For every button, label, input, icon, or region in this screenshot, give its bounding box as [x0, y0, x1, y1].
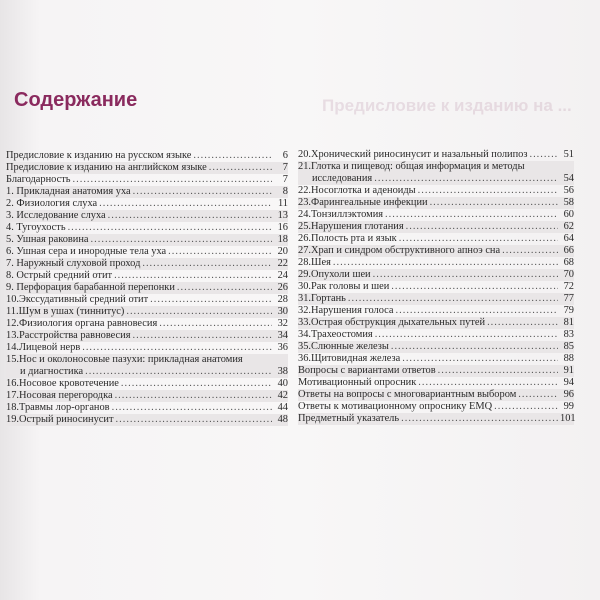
toc-entry — [6, 402, 288, 414]
toc-entry-title: 9. Перфорация барабанной перепонки — [6, 282, 175, 293]
toc-entry-title: Благодарность — [6, 174, 71, 185]
toc-entry-title: Мотивационный опросник — [298, 377, 417, 388]
toc-entry — [298, 281, 574, 293]
toc-entry — [6, 354, 288, 378]
dot-leader — [396, 305, 558, 317]
toc-page-number: 13 — [277, 210, 288, 221]
toc-entry — [298, 197, 574, 209]
dot-leader — [333, 257, 558, 269]
toc-entry-title: 12.Физиология органа равновесия — [6, 318, 158, 329]
toc-page-number: 66 — [563, 245, 574, 256]
toc-entry — [6, 186, 288, 198]
toc-entry — [298, 377, 574, 389]
toc-entry-title: 19.Острый риносинусит — [6, 414, 114, 425]
toc-entry — [298, 257, 574, 269]
dot-leader — [385, 209, 558, 221]
toc-entry — [6, 150, 288, 162]
toc-entry-title: Предисловие к изданию на русском языке — [6, 150, 192, 161]
dot-leader — [438, 365, 558, 377]
toc-entry-title: 8. Острый средний отит — [6, 270, 113, 281]
toc-entry — [6, 318, 288, 330]
dot-leader — [487, 317, 558, 329]
toc-page-number: 8 — [282, 186, 288, 197]
toc-entry — [6, 246, 288, 258]
toc-page-number: 58 — [563, 197, 574, 208]
toc-page-number: 70 — [563, 269, 574, 280]
toc-page-number: 99 — [563, 401, 574, 412]
dot-leader — [518, 389, 558, 401]
page-title: Содержание — [14, 89, 138, 111]
dot-leader — [193, 150, 272, 162]
toc-entry — [298, 149, 574, 161]
toc-page-number: 101 — [560, 413, 576, 424]
toc-page-number: 30 — [277, 306, 288, 317]
toc-entry-title: 2. Физиология слуха — [6, 198, 98, 209]
toc-entry-title: 1. Прикладная анатомия уха — [6, 186, 131, 197]
dot-leader — [430, 197, 558, 209]
toc-entry — [298, 329, 574, 341]
toc-entry-title: 35.Слюнные железы — [298, 341, 389, 352]
toc-entry-title: 29.Опухоли шеи — [298, 269, 371, 280]
toc-page-number: 40 — [277, 378, 288, 389]
toc-page-number: 38 — [277, 366, 288, 377]
bleed-through-heading: Предисловие к изданию на ... — [322, 96, 572, 115]
toc-entry — [6, 282, 288, 294]
toc-entry-title: Предисловие к изданию на английском языке — [6, 162, 207, 173]
dot-leader — [115, 390, 272, 402]
toc-entry-title: Предметный указатель — [298, 413, 400, 424]
toc-entry — [298, 341, 574, 353]
toc-entry — [298, 317, 574, 329]
dot-leader — [406, 221, 558, 233]
dot-leader — [150, 294, 272, 306]
toc-entry — [6, 258, 288, 270]
toc-entry-title: 22.Носоглотка и аденоиды — [298, 185, 416, 196]
dot-leader — [108, 210, 272, 222]
dot-leader — [529, 149, 558, 161]
toc-page-number: 26 — [277, 282, 288, 293]
dot-leader — [142, 258, 272, 270]
dot-leader — [159, 318, 272, 330]
toc-page-number: 81 — [563, 317, 574, 328]
toc-page-number: 34 — [277, 330, 288, 341]
dot-leader — [399, 233, 558, 245]
dot-leader — [375, 329, 558, 341]
toc-entry — [298, 185, 574, 197]
dot-leader — [73, 174, 272, 186]
toc-page-number: 28 — [277, 294, 288, 305]
toc-entry-title: 20.Хронический риносинусит и назальный полипоз — [298, 149, 528, 160]
toc-entry-title: Вопросы с вариантами ответов — [298, 365, 436, 376]
dot-leader — [502, 245, 558, 257]
toc-entry — [6, 234, 288, 246]
toc-page-number: 79 — [563, 305, 574, 316]
toc-entry — [6, 414, 288, 426]
toc-entry — [298, 389, 574, 401]
toc-page-number: 88 — [563, 353, 574, 364]
dot-leader — [401, 413, 558, 425]
toc-entry — [6, 270, 288, 282]
toc-page-number: 11 — [277, 198, 288, 209]
toc-entry — [298, 161, 574, 185]
toc-entry — [6, 174, 288, 186]
toc-entry-title: 11.Шум в ушах (тиннитус) — [6, 306, 125, 317]
toc-entry-title-continuation: исследования — [312, 173, 373, 184]
toc-entry — [6, 342, 288, 354]
dot-leader — [85, 366, 272, 378]
toc-page-number: 54 — [563, 173, 574, 184]
toc-page-number: 83 — [563, 329, 574, 340]
toc-entry-title: 7. Наружный слуховой проход — [6, 258, 141, 269]
toc-entry — [6, 210, 288, 222]
toc-entry — [298, 401, 574, 413]
toc-entry-title: 5. Ушная раковина — [6, 234, 89, 245]
toc-page-number: 51 — [563, 149, 574, 160]
toc-column-left — [6, 150, 288, 426]
toc-entry-title: 23.Фарингеальные инфекции — [298, 197, 428, 208]
dot-leader — [494, 401, 558, 413]
toc-page-number: 44 — [277, 402, 288, 413]
toc-page-number: 60 — [563, 209, 574, 220]
toc-entry — [6, 378, 288, 390]
toc-entry — [6, 222, 288, 234]
dot-leader — [91, 234, 272, 246]
dot-leader — [391, 341, 558, 353]
dot-leader — [209, 162, 272, 174]
dot-leader — [373, 269, 558, 281]
toc-entry-title: 13.Расстройства равновесия — [6, 330, 131, 341]
toc-page-number: 18 — [277, 234, 288, 245]
toc-entry-title-continuation: и диагностика — [20, 366, 84, 377]
dot-leader — [402, 353, 558, 365]
toc-entry — [298, 413, 574, 425]
toc-page-number: 62 — [563, 221, 574, 232]
dot-leader — [348, 293, 558, 305]
dot-leader — [133, 330, 273, 342]
toc-entry — [6, 198, 288, 210]
toc-page-number: 6 — [282, 150, 288, 161]
toc-page-number: 20 — [277, 246, 288, 257]
toc-entry — [6, 390, 288, 402]
toc-entry-title: 31.Гортань — [298, 293, 346, 304]
toc-entry — [6, 306, 288, 318]
toc-entry-title: 30.Рак головы и шеи — [298, 281, 390, 292]
dot-leader — [82, 342, 272, 354]
toc-entry-title: 15.Нос и околоносовые пазухи: прикладная анатомия — [6, 354, 243, 365]
toc-entry — [298, 233, 574, 245]
toc-entry-title: 34.Трахеостомия — [298, 329, 373, 340]
toc-entry-title: 6. Ушная сера и инородные тела уха — [6, 246, 167, 257]
dot-leader — [391, 281, 558, 293]
toc-entry-title: 17.Носовая перегородка — [6, 390, 113, 401]
dot-leader — [121, 378, 272, 390]
dot-leader — [418, 185, 558, 197]
toc-entry-title: 33.Острая обструкция дыхательных путей — [298, 317, 486, 328]
toc-page-number: 7 — [282, 162, 288, 173]
toc-entry-title: 18.Травмы лор-органов — [6, 402, 110, 413]
toc-entry — [298, 209, 574, 221]
toc-column-right — [298, 149, 574, 425]
toc-entry-title: 25.Нарушения глотания — [298, 221, 404, 232]
dot-leader — [133, 186, 272, 198]
toc-entry — [298, 269, 574, 281]
dot-leader — [114, 270, 272, 282]
toc-page-number: 36 — [277, 342, 288, 353]
toc-entry-title: 10.Экссудативный средний отит — [6, 294, 149, 305]
toc-page-number: 48 — [277, 414, 288, 425]
toc-entry — [298, 221, 574, 233]
toc-entry — [298, 293, 574, 305]
toc-page-number: 85 — [563, 341, 574, 352]
toc-entry-title: 14.Лицевой нерв — [6, 342, 81, 353]
toc-entry-title: Ответы на вопросы с многовариантным выбором — [298, 389, 517, 400]
toc-page-number: 96 — [563, 389, 574, 400]
dot-leader — [168, 246, 272, 258]
toc-entry-title: 3. Исследование слуха — [6, 210, 106, 221]
toc-page-number: 22 — [277, 258, 288, 269]
toc-page-number: 7 — [282, 174, 288, 185]
toc-entry-title: 16.Носовое кровотечение — [6, 378, 119, 389]
dot-leader — [112, 402, 272, 414]
toc-entry-title: 27.Храп и синдром обструктивного апноэ сна — [298, 245, 501, 256]
toc-entry — [6, 330, 288, 342]
toc-page-number: 42 — [277, 390, 288, 401]
dot-leader — [68, 222, 272, 234]
toc-page-number: 91 — [563, 365, 574, 376]
toc-page-number: 32 — [277, 318, 288, 329]
toc-page-number: 24 — [277, 270, 288, 281]
dot-leader — [126, 306, 272, 318]
dot-leader — [177, 282, 272, 294]
toc-page-number: 56 — [563, 185, 574, 196]
toc-page-number: 64 — [563, 233, 574, 244]
toc-entry-title: 28.Шея — [298, 257, 331, 268]
toc-entry-title: 26.Полость рта и язык — [298, 233, 397, 244]
dot-leader — [418, 377, 558, 389]
dot-leader — [99, 198, 272, 210]
toc-page-number: 16 — [277, 222, 288, 233]
toc-entry — [6, 294, 288, 306]
toc-page-number: 68 — [563, 257, 574, 268]
toc-page-number: 94 — [563, 377, 574, 388]
toc-page-number: 72 — [563, 281, 574, 292]
toc-entry-title: Ответы к мотивационному опроснику EMQ — [298, 401, 493, 412]
dot-leader — [374, 173, 558, 185]
toc-entry-title: 24.Тонзиллэктомия — [298, 209, 384, 220]
toc-entry — [298, 305, 574, 317]
toc-entry — [298, 245, 574, 257]
toc-entry-title: 36.Щитовидная железа — [298, 353, 401, 364]
toc-page-number: 77 — [563, 293, 574, 304]
toc-entry — [298, 365, 574, 377]
toc-entry-title: 21.Глотка и пищевод: общая информация и методы — [298, 161, 525, 172]
toc-entry-title: 32.Нарушения голоса — [298, 305, 394, 316]
dot-leader — [116, 414, 272, 426]
toc-entry — [298, 353, 574, 365]
toc-entry — [6, 162, 288, 174]
toc-entry-title: 4. Тугоухость — [6, 222, 66, 233]
